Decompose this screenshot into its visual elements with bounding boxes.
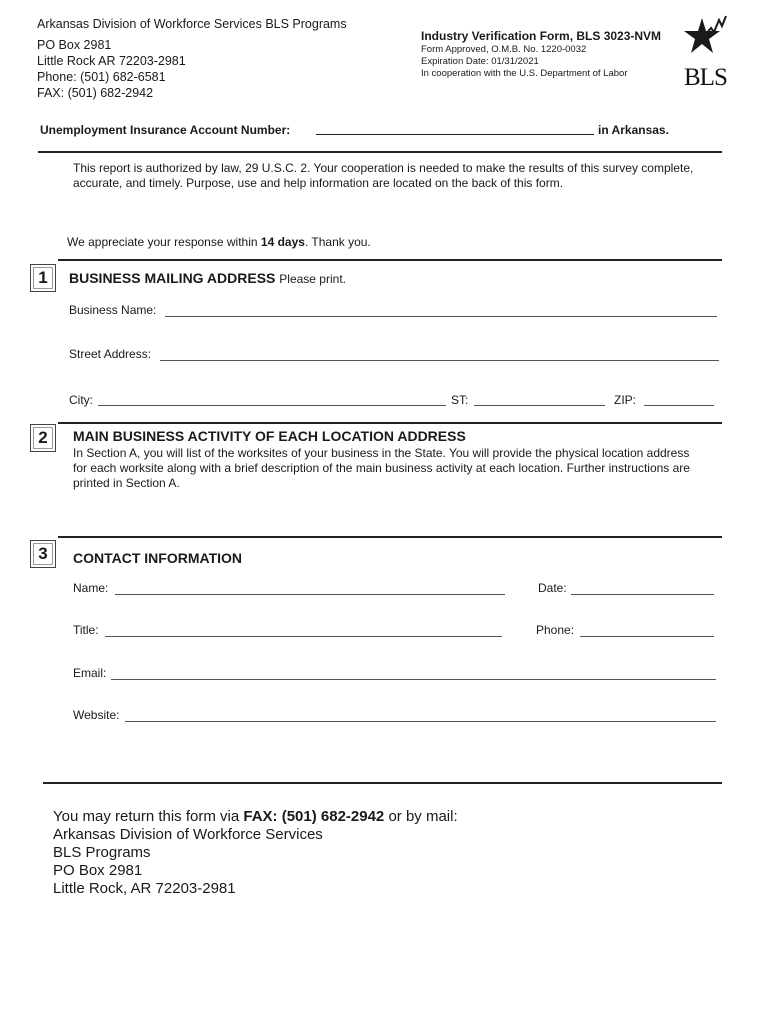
sender-address-block	[37, 16, 347, 101]
date-label: Date:	[538, 581, 567, 595]
section-3-divider	[58, 536, 722, 538]
bls-logo-text: BLS	[684, 64, 727, 91]
return-org: Arkansas Division of Workforce Services	[53, 826, 323, 843]
return-instructions	[53, 808, 458, 898]
return-method	[53, 808, 458, 826]
section-1-title	[69, 270, 346, 286]
section-2-number: 2	[30, 424, 56, 452]
section-1-number: 1	[30, 264, 56, 292]
email-field[interactable]	[111, 679, 716, 680]
form-title: Industry Verification Form, BLS 3023-NVM	[421, 29, 662, 43]
return-fax: FAX: (501) 682-2942	[243, 808, 385, 825]
section-3-number: 3	[30, 540, 56, 568]
street-address-field[interactable]	[160, 360, 719, 361]
state-field[interactable]	[474, 405, 605, 406]
form-approved: Form Approved, O.M.B. No. 1220-0032	[421, 44, 587, 55]
cooperation-note: In cooperation with the U.S. Department of Labor	[421, 68, 628, 79]
phone-label: Phone:	[536, 623, 575, 637]
section-3-title: CONTACT INFORMATION	[73, 550, 243, 566]
contact-title-label: Title:	[73, 623, 99, 637]
business-name-label: Business Name:	[69, 303, 157, 317]
return-po-box: PO Box 2981	[53, 862, 143, 879]
date-field[interactable]	[571, 594, 714, 595]
section-2-title: MAIN BUSINESS ACTIVITY OF EACH LOCATION ADDRESS	[73, 428, 466, 444]
website-field[interactable]	[125, 721, 716, 722]
star-icon	[684, 14, 740, 66]
org-name: Arkansas Division of Workforce Services BLS Programs	[37, 17, 347, 31]
contact-title-field[interactable]	[105, 636, 502, 637]
return-city: Little Rock, AR 72203-2981	[53, 880, 236, 897]
form-info-block	[421, 29, 661, 80]
phone-field[interactable]	[580, 636, 714, 637]
expiration-date: Expiration Date: 01/31/2021	[421, 56, 539, 67]
business-name-field[interactable]	[165, 316, 717, 317]
response-thanks: . Thank you.	[304, 235, 371, 249]
bls-logo	[684, 14, 740, 90]
response-request-text: We appreciate your response within	[67, 235, 261, 249]
response-request	[67, 235, 371, 249]
street-address-label: Street Address:	[69, 347, 152, 361]
city-label: City:	[69, 393, 93, 407]
contact-name-label: Name:	[73, 581, 109, 595]
ui-account-label: Unemployment Insurance Account Number:	[40, 123, 291, 137]
zip-label: ZIP:	[614, 393, 637, 407]
section-2-instructions: In Section A, you will list of the worksites of your business in the State. You will provide the physical location address for each worksite along with a brief description of the main business activity at each location. Further instructions are printed in Section A.	[73, 446, 690, 490]
section-1-note: Please print.	[279, 272, 346, 286]
divider	[38, 151, 722, 153]
contact-name-field[interactable]	[115, 594, 505, 595]
section-2-divider	[58, 422, 722, 424]
zip-field[interactable]	[644, 405, 714, 406]
ui-account-input[interactable]	[316, 134, 594, 135]
authorization-text: This report is authorized by law, 29 U.S.C. 2. Your cooperation is needed to make the results of this survey complete, accurate, and timely. Purpose, use and help information are located on the back of this form.	[73, 161, 694, 190]
return-mail-text: or by mail:	[384, 808, 458, 825]
phone-number: Phone: (501) 682-6581	[37, 70, 166, 84]
section-1-divider	[58, 259, 722, 261]
ui-account-suffix: in Arkansas.	[598, 123, 669, 137]
city-state-zip: Little Rock AR 72203-2981	[37, 54, 186, 68]
response-days: 14 days	[260, 235, 305, 249]
section-1-title-text: BUSINESS MAILING ADDRESS	[69, 270, 276, 286]
fax-number: FAX: (501) 682-2942	[37, 86, 154, 100]
return-text: You may return this form via	[53, 808, 244, 825]
return-dept: BLS Programs	[53, 844, 151, 861]
email-label: Email:	[73, 666, 107, 680]
footer-divider	[43, 782, 722, 784]
city-field[interactable]	[98, 405, 446, 406]
website-label: Website:	[73, 708, 120, 722]
po-box: PO Box 2981	[37, 38, 112, 52]
state-label: ST:	[451, 393, 469, 407]
